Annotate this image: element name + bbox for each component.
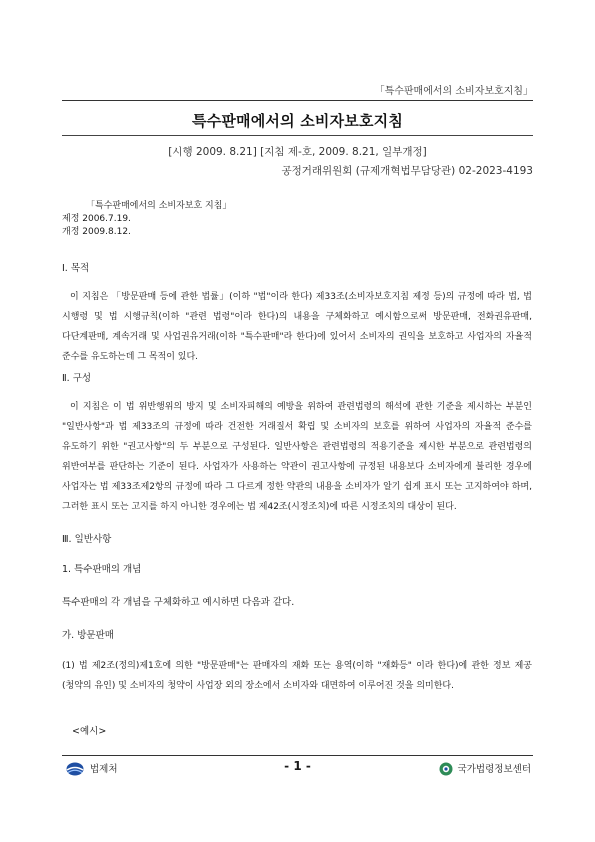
footer-right-label: 국가법령정보센터: [457, 764, 531, 775]
guideline-name: 「특수판매에서의 소비자보호 지침」: [86, 201, 232, 211]
amended-date: 개정 2009.8.12.: [62, 227, 131, 237]
agency-contact: 공정거래위원회 (규제개혁법무담당관) 02-2023-4193: [281, 165, 533, 177]
revision-info: [시행 2009. 8.21] [지침 제-호, 2009. 8.21, 일부개정]: [168, 146, 427, 158]
section-heading-general: Ⅲ. 일반사항: [62, 534, 112, 545]
example-label: <예시>: [72, 726, 107, 737]
section-paragraph-structure: 이 지침은 이 법 위반행위의 방지 및 소비자피해의 예방을 위하여 관련법령의 해석에 관한 기준을 제시하는 부분인 "일반사항"과 법 제33조의 규정에 따라 건전한 거래질서 확립 및 소비자의 보호를 위하여 사업자의 자율적 준수를 유도하기 위한 "권고사항"의 두 부분으로 구성된다. 일반사항은 관련법령의 적용기준을 제시한 부분으로 관련법령의 위반여부를 판단하는 기준이 된다. 사업자가 사용하는 약관이 권고사항에 규정된 내용보다 소비자에게 불리한 경우에 사업자는 법 제33조제2항의 규정에 따라 그 다르게 정한 약관의 내용을 소비자가 알기 쉽게 표시 또는 고지하여야 하며, 그러한 표시 또는 고지를 하지 아니한 경우에는 법 제42조(시정조치)에 따른 시정조치의 대상이 된다.: [62, 402, 532, 512]
law-info-center-logo-icon: [439, 761, 453, 775]
footer-right: [439, 761, 531, 775]
footer-left-label: 법제처: [90, 764, 118, 775]
subsection-heading-concept: 1. 특수판매의 개념: [62, 564, 142, 575]
title-divider: [62, 135, 533, 136]
page-number: - 1 -: [284, 759, 311, 773]
footer-divider: [62, 755, 533, 756]
section-heading-structure: Ⅱ. 구성: [62, 373, 92, 384]
enacted-date: 제정 2006.7.19.: [62, 214, 131, 224]
header-divider: [62, 100, 533, 101]
section-paragraph-purpose: 이 지침은 「방문판매 등에 관한 법률」(이하 "법"이라 한다) 제33조(소비자보호지침 제정 등)의 규정에 따라 법, 법 시행령 및 법 시행규칙(이하 "관련 법령"이라 한다)의 내용을 구체화하고 예시함으로써 방문판매, 전화권유판매, 다단계판매, 계속거래 및 사업권유거래(이하 "특수판매"라 한다)에 있어서 소비자의 권익을 보호하고 사업자의 자율적 준수를 유도하는데 그 목적이 있다.: [62, 292, 532, 362]
document-title: 특수판매에서의 소비자보호지침: [191, 112, 404, 130]
subsection-intro-text: 특수판매의 각 개념을 구체화하고 예시하면 다음과 같다.: [62, 597, 295, 608]
section-heading-purpose: Ⅰ. 목적: [62, 263, 90, 274]
running-header: 「특수판매에서의 소비자보호지침」: [374, 86, 533, 97]
clause-item-1: (1) 법 제2조(정의)제1호에 의한 "방문판매"는 판매자의 재화 또는 용역(이하 "재화등" 이라 한다)에 관한 정보 제공(청약의 유인) 및 소비자의 청약이 사업장 외의 장소에서 소비자와 대면하여 이루어진 것을 의미한다.: [62, 661, 532, 691]
subsection-heading-door-to-door: 가. 방문판매: [62, 630, 114, 641]
